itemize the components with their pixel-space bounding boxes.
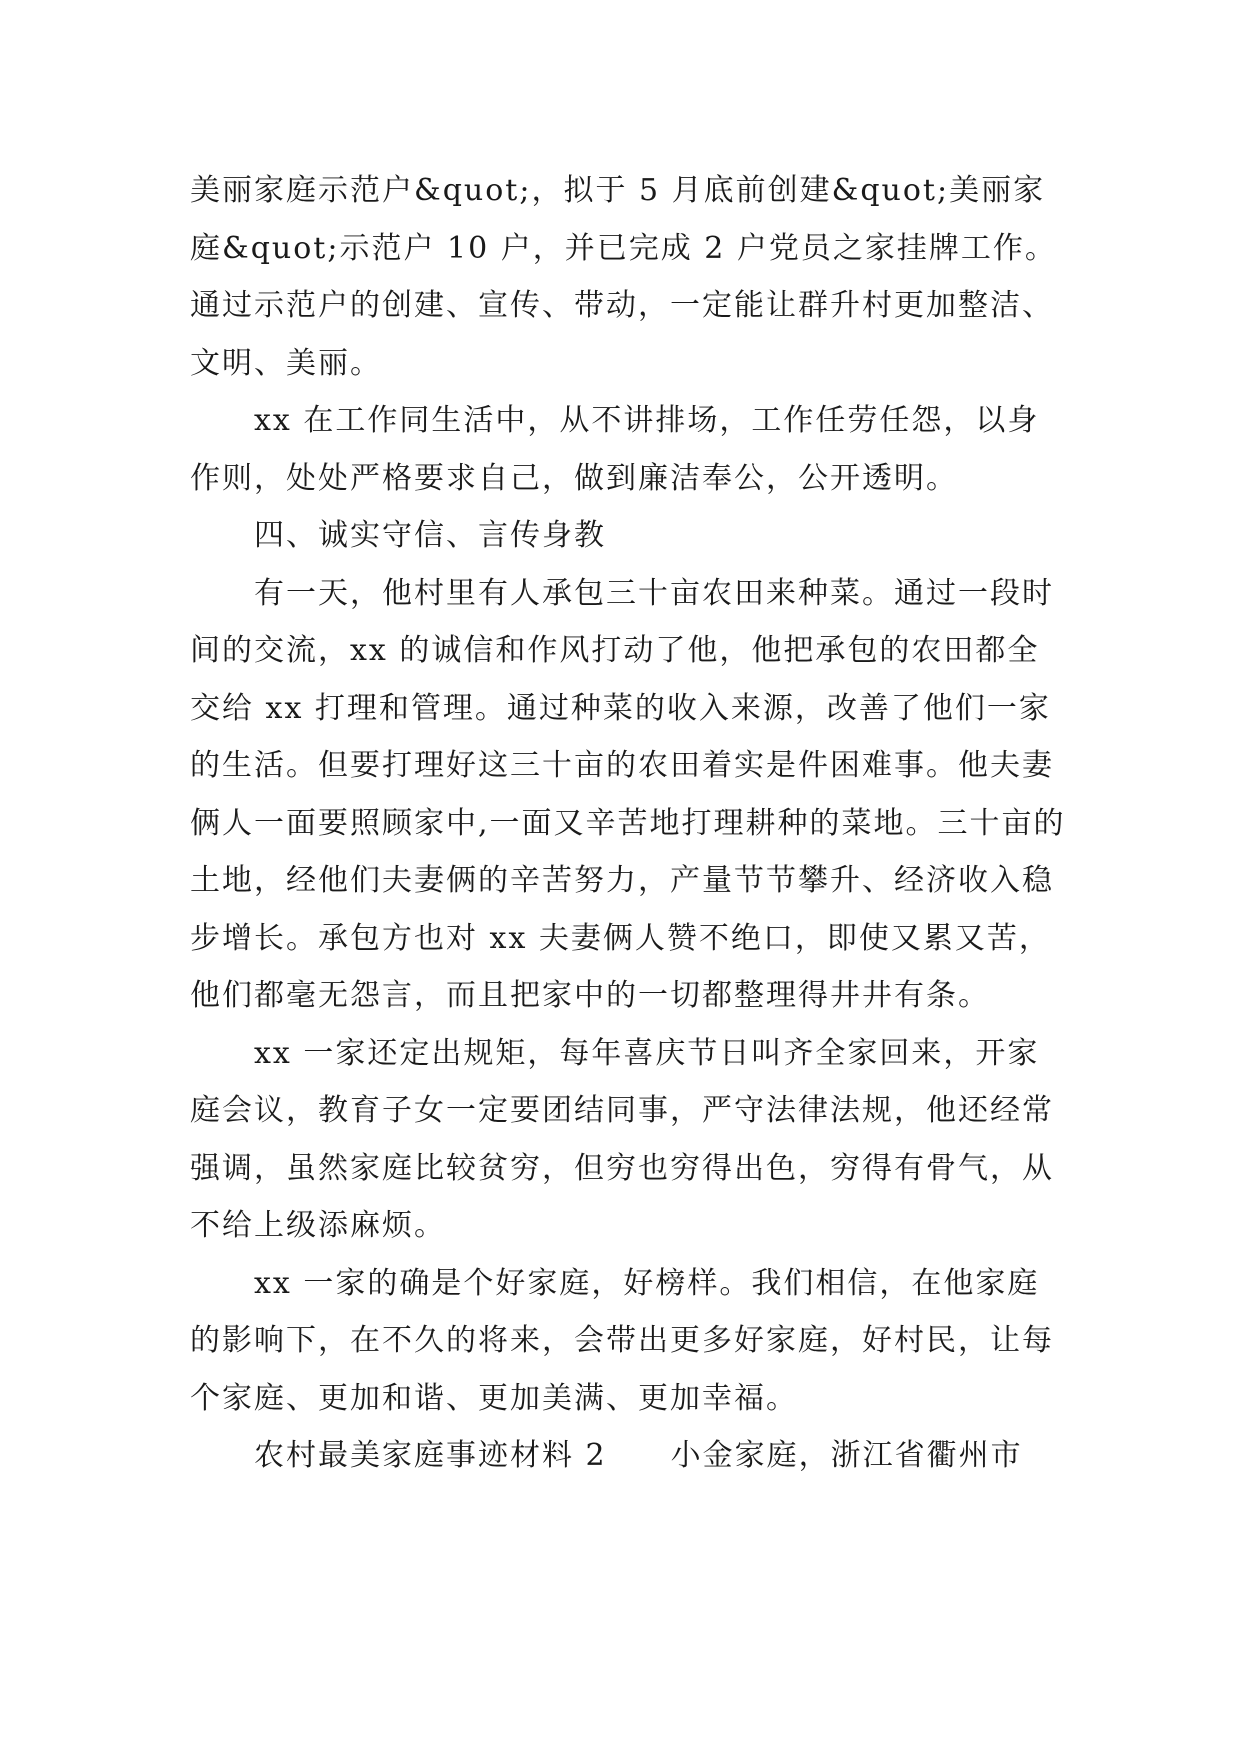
paragraph-1: 美丽家庭示范户&quot;，拟于 5 月底前创建&quot;美丽家庭&quot;示范户 10 户，并已完成 2 户党员之家挂牌工作。通过示范户的创建、宣传、带动，一定能让群升村更加整洁、文明、美丽。 bbox=[190, 173, 1057, 381]
document-body bbox=[190, 162, 1070, 1485]
paragraph-2: xx 在工作同生活中，从不讲排场，工作任劳任怨，以身作则，处处严格要求自己，做到廉洁奉公，公开透明。 bbox=[190, 403, 1040, 496]
paragraph-6: 农村最美家庭事迹材料 2 小金家庭，浙江省衢州市 bbox=[254, 1438, 1023, 1473]
paragraph-5: xx 一家的确是个好家庭，好榜样。我们相信，在他家庭的影响下，在不久的将来，会带出更多好家庭，好村民，让每个家庭、更加和谐、更加美满、更加幸福。 bbox=[190, 1265, 1054, 1416]
paragraph-3: 有一天，他村里有人承包三十亩农田来种菜。通过一段时间的交流，xx 的诚信和作风打动了他，他把承包的农田都全交给 xx 打理和管理。通过种菜的收入来源，改善了他们一家的生活。但要打理好这三十亩的农田着实是件困难事。他夫妻俩人一面要照顾家中,一面又辛苦地打理耕种的菜地。三十亩的土地，经他们夫妻俩的辛苦努力，产量节节攀升、经济收入稳步增长。承包方也对 xx 夫妻俩人赞不绝口，即使又累又苦，他们都毫无怨言，而且把家中的一切都整理得井井有条。 bbox=[190, 575, 1066, 1013]
paragraph-4: xx 一家还定出规矩，每年喜庆节日叫齐全家回来，开家庭会议，教育子女一定要团结同事，严守法律法规，他还经常强调，虽然家庭比较贫穷，但穷也穷得出色，穷得有骨气，从不给上级添麻烦。 bbox=[190, 1035, 1054, 1243]
section-heading: 四、诚实守信、言传身教 bbox=[254, 518, 606, 553]
